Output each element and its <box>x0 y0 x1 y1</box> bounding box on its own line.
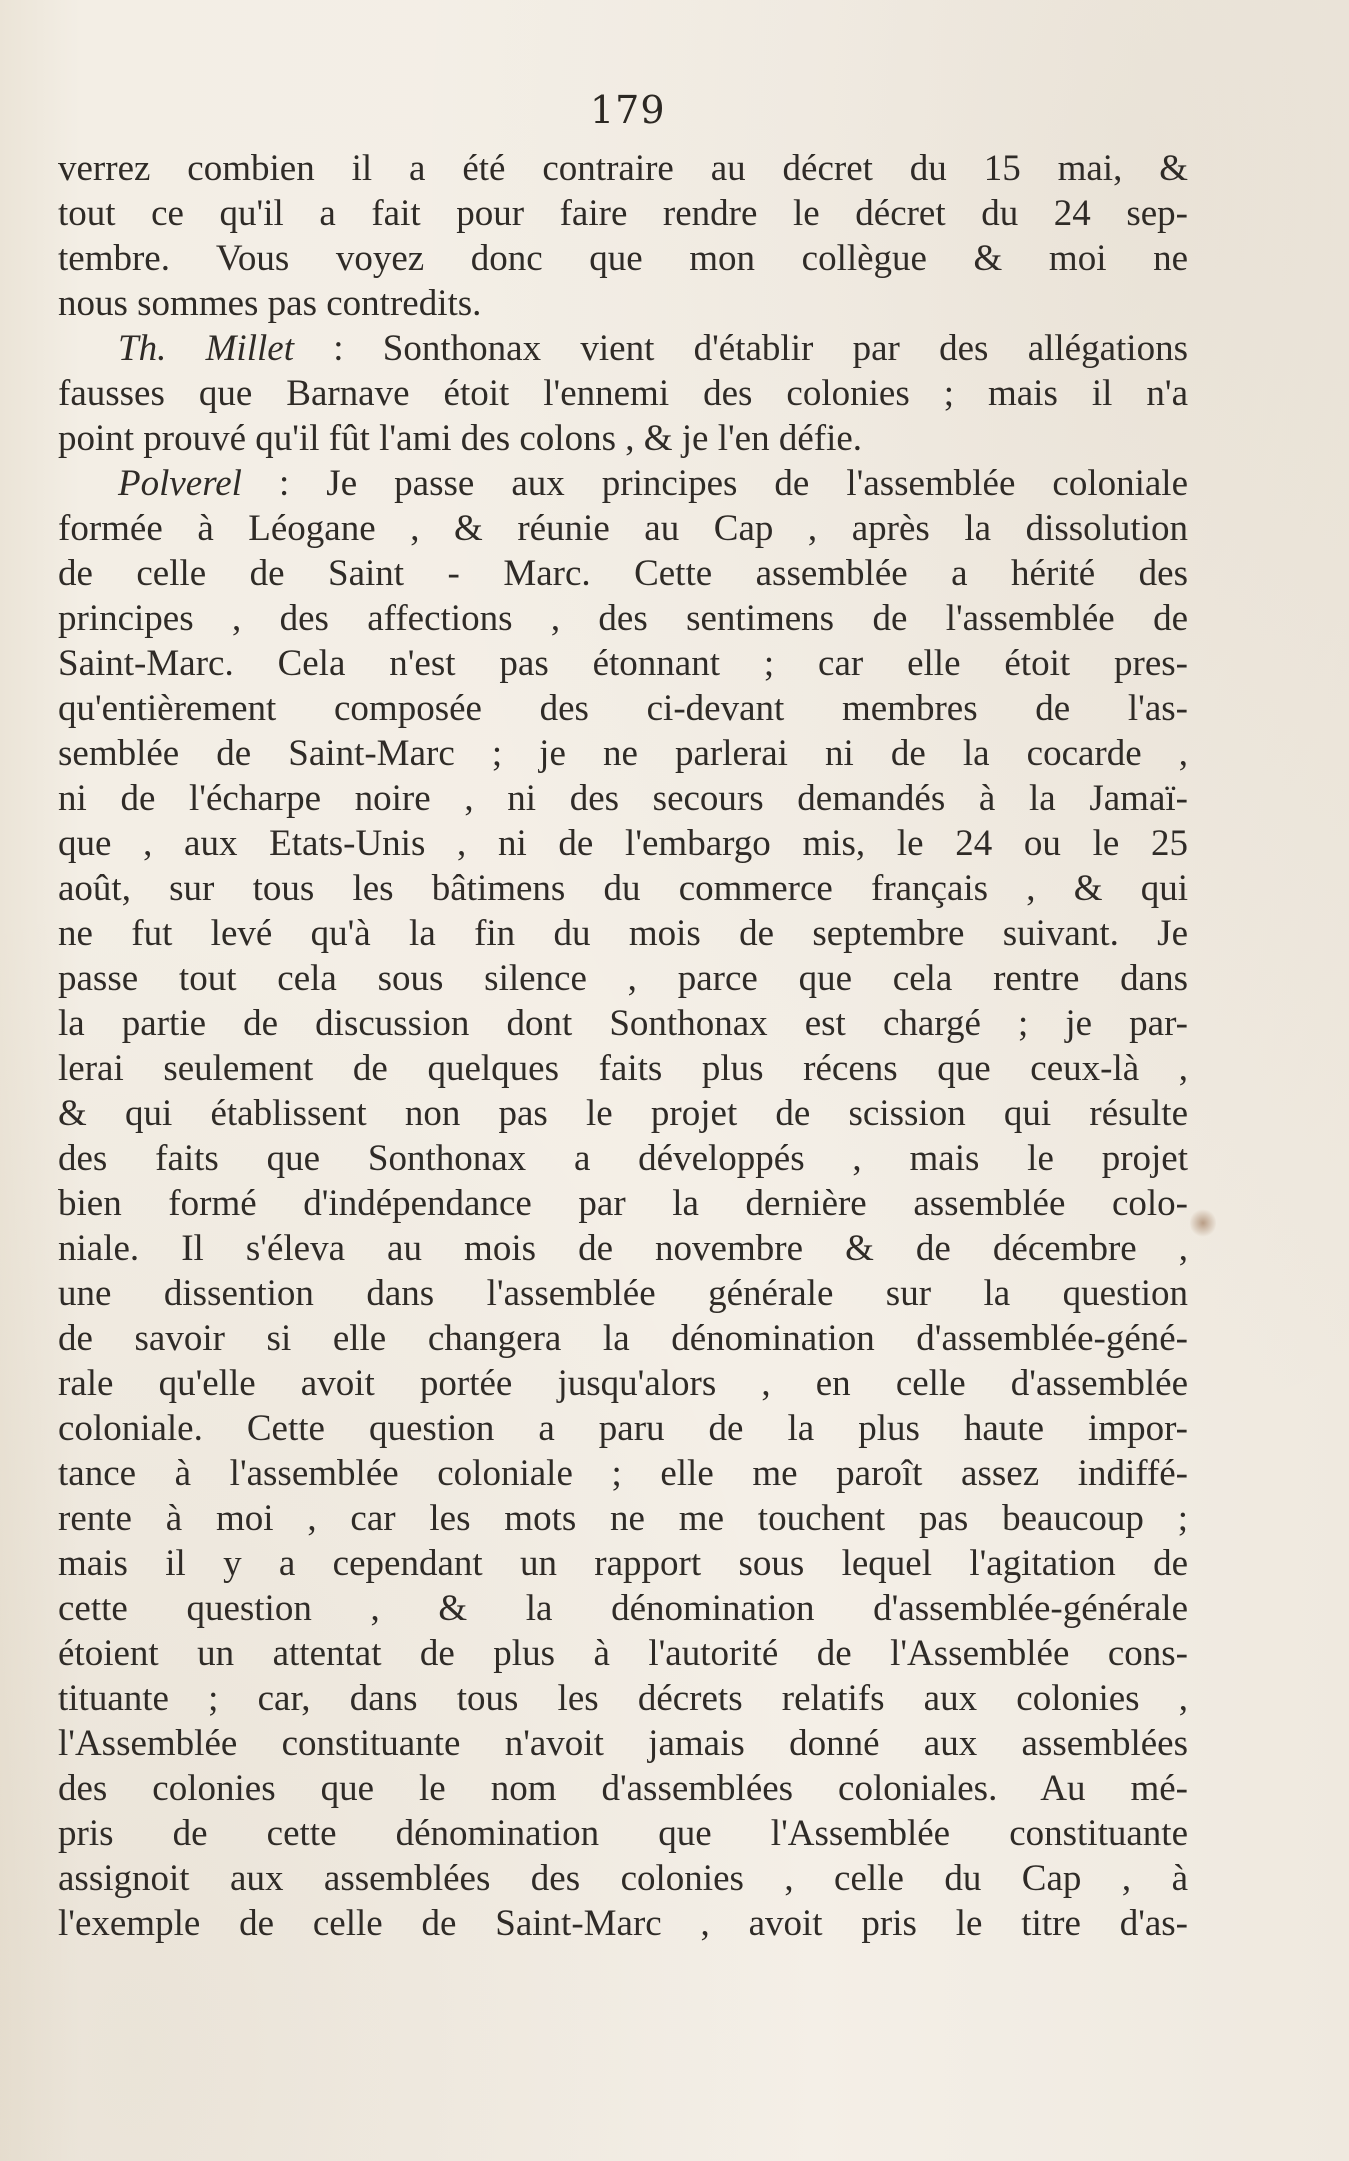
text-line <box>58 1631 1188 1676</box>
text-line <box>58 1856 1188 1901</box>
text-line <box>58 956 1188 1001</box>
text-line <box>58 911 1188 956</box>
line-text: tituante ; car, dans tous les décrets relatifs aux colonies , <box>58 1678 1188 1719</box>
line-text: des colonies que le nom d'assemblées coloniales. Au mé- <box>58 1768 1188 1809</box>
line-text: rale qu'elle avoit portée jusqu'alors , en celle d'assemblée <box>58 1363 1188 1404</box>
text-line <box>58 821 1188 866</box>
text-line <box>58 1901 1188 1946</box>
line-text: pris de cette dénomination que l'Assemblée constituante <box>58 1813 1188 1854</box>
text-line <box>58 1811 1188 1856</box>
text-line <box>58 146 1188 191</box>
body-text <box>58 146 1188 1946</box>
line-text: fausses que Barnave étoit l'ennemi des colonies ; mais il n'a <box>58 373 1188 414</box>
text-line <box>58 1181 1188 1226</box>
line-text: août, sur tous les bâtimens du commerce français , & qui <box>58 868 1188 909</box>
line-text: ni de l'écharpe noire , ni des secours demandés à la Jamaï- <box>58 778 1188 819</box>
text-line <box>58 1091 1188 1136</box>
line-text: tout ce qu'il a fait pour faire rendre le décret du 24 sep- <box>58 193 1188 234</box>
line-text: tembre. Vous voyez donc que mon collègue & moi ne <box>58 238 1188 279</box>
line-text: l'Assemblée constituante n'avoit jamais donné aux assemblées <box>58 1723 1188 1764</box>
line-text: de savoir si elle changera la dénomination d'assemblée-géné- <box>58 1318 1188 1359</box>
text-line <box>58 641 1188 686</box>
line-text: cette question , & la dénomination d'assemblée-générale <box>58 1588 1188 1629</box>
line-text: nous sommes pas contredits. <box>58 283 482 324</box>
text-line <box>58 1496 1188 1541</box>
text-line <box>58 416 1188 461</box>
line-text: coloniale. Cette question a paru de la plus haute impor- <box>58 1408 1188 1449</box>
line-text: lerai seulement de quelques faits plus récens que ceux-là , <box>58 1048 1188 1089</box>
text-line <box>58 1046 1188 1091</box>
line-text: niale. Il s'éleva au mois de novembre & de décembre , <box>58 1228 1188 1269</box>
line-text: de celle de Saint - Marc. Cette assemblée a hérité des <box>58 553 1188 594</box>
line-text: la partie de discussion dont Sonthonax est chargé ; je par- <box>58 1003 1188 1044</box>
text-line <box>58 1316 1188 1361</box>
text-line <box>58 776 1188 821</box>
line-text: une dissention dans l'assemblée générale sur la question <box>58 1273 1188 1314</box>
line-text: des faits que Sonthonax a développés , mais le projet <box>58 1138 1188 1179</box>
text-line <box>58 461 1188 506</box>
line-text: étoient un attentat de plus à l'autorité de l'Assemblée cons- <box>58 1633 1188 1674</box>
line-text: mais il y a cependant un rapport sous lequel l'agitation de <box>58 1543 1188 1584</box>
line-text: tance à l'assemblée coloniale ; elle me paroît assez indiffé- <box>58 1453 1188 1494</box>
line-text: principes , des affections , des sentimens de l'assemblée de <box>58 598 1188 639</box>
text-line <box>58 686 1188 731</box>
line-text: l'exemple de celle de Saint-Marc , avoit pris le titre d'as- <box>58 1903 1188 1944</box>
page-number: 179 <box>590 88 666 132</box>
line-text: verrez combien il a été contraire au décret du 15 mai, & <box>58 148 1188 189</box>
text-line <box>58 1721 1188 1766</box>
text-line <box>58 866 1188 911</box>
line-text: rente à moi , car les mots ne me touchent pas beaucoup ; <box>58 1498 1188 1539</box>
line-text: passe tout cela sous silence , parce que cela rentre dans <box>58 958 1188 999</box>
text-line <box>58 596 1188 641</box>
line-text: : Sonthonax vient d'établir par des allégations <box>293 328 1188 369</box>
text-line <box>58 281 1188 326</box>
line-text: formée à Léogane , & réunie au Cap , après la dissolution <box>58 508 1188 549</box>
line-text: & qui établissent non pas le projet de scission qui résulte <box>58 1093 1188 1134</box>
text-line <box>58 731 1188 776</box>
text-line <box>58 506 1188 551</box>
text-line <box>58 326 1188 371</box>
text-line <box>58 1676 1188 1721</box>
speaker-name: Polverel <box>118 463 242 504</box>
line-text: Saint-Marc. Cela n'est pas étonnant ; car elle étoit pres- <box>58 643 1188 684</box>
text-line <box>58 1271 1188 1316</box>
line-text: qu'entièrement composée des ci-devant membres de l'as- <box>58 688 1188 729</box>
line-text: point prouvé qu'il fût l'ami des colons , & je l'en défie. <box>58 418 863 459</box>
line-text: : Je passe aux principes de l'assemblée coloniale <box>241 463 1188 504</box>
text-line <box>58 371 1188 416</box>
line-text: bien formé d'indépendance par la dernière assemblée colo- <box>58 1183 1188 1224</box>
speaker-name: Th. Millet <box>118 328 294 369</box>
line-text: que , aux Etats-Unis , ni de l'embargo mis, le 24 ou le 25 <box>58 823 1188 864</box>
text-line <box>58 1226 1188 1271</box>
text-line <box>58 1361 1188 1406</box>
text-line <box>58 1766 1188 1811</box>
text-line <box>58 1541 1188 1586</box>
text-line <box>58 1001 1188 1046</box>
text-line <box>58 236 1188 281</box>
text-line <box>58 1586 1188 1631</box>
text-line <box>58 1451 1188 1496</box>
line-text: ne fut levé qu'à la fin du mois de septembre suivant. Je <box>58 913 1188 954</box>
line-text: semblée de Saint-Marc ; je ne parlerai ni de la cocarde , <box>58 733 1188 774</box>
paper-stain <box>1190 1208 1216 1238</box>
line-text: assignoit aux assemblées des colonies , celle du Cap , à <box>58 1858 1188 1899</box>
text-line <box>58 1136 1188 1181</box>
text-line <box>58 1406 1188 1451</box>
text-line <box>58 551 1188 596</box>
text-line <box>58 191 1188 236</box>
